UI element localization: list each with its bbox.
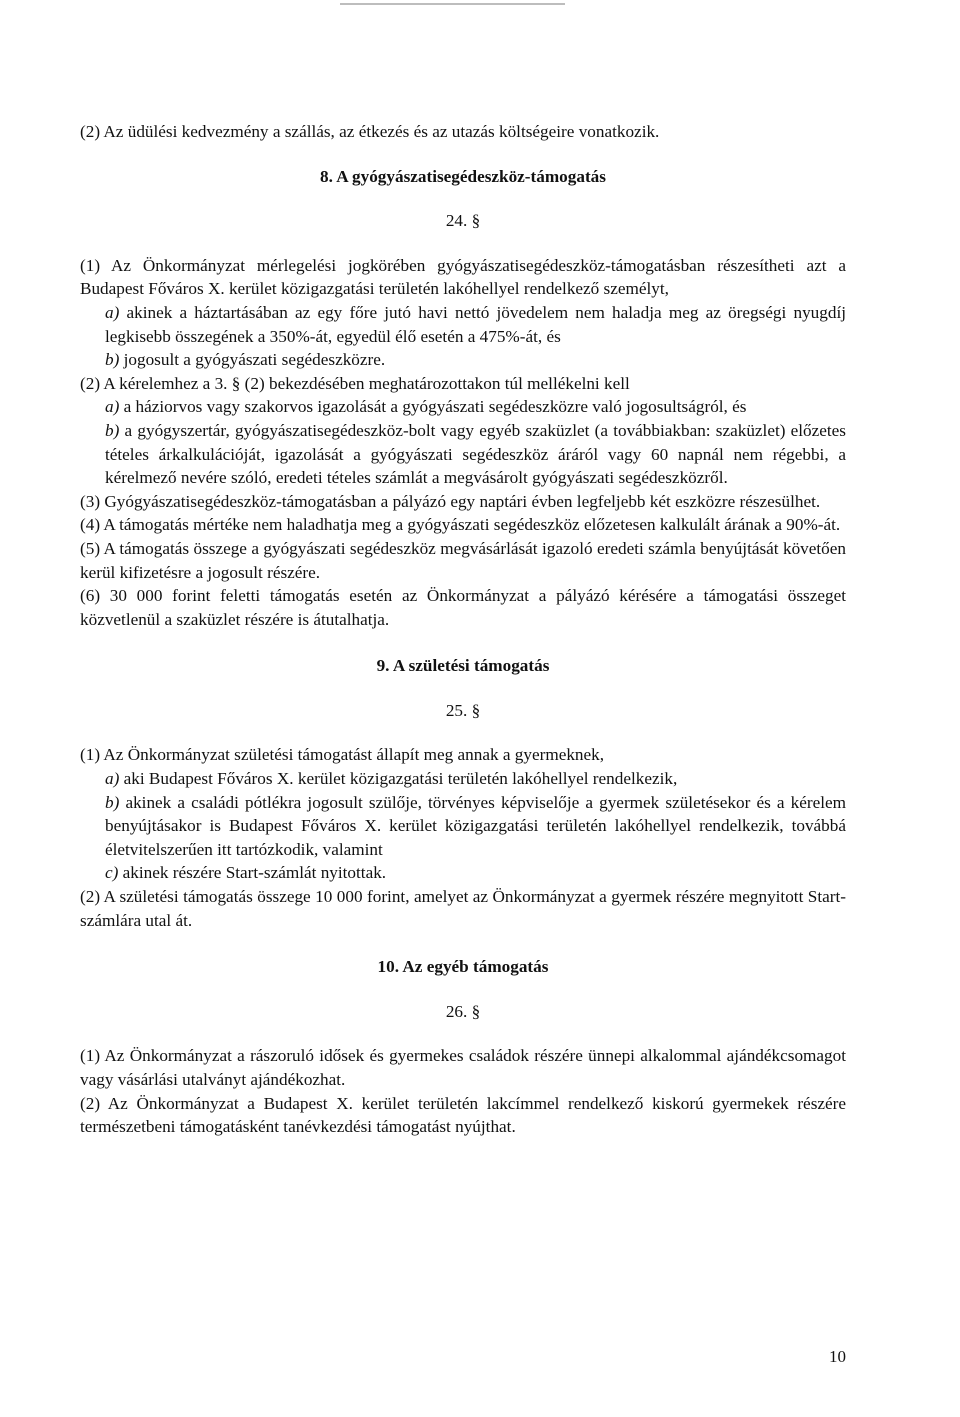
heading-section-10: 10. Az egyéb támogatás (377, 957, 549, 977)
paragraph-24-sign: 24. § (445, 211, 481, 231)
point-25-1-b: b) akinek a családi pótlékra jogosult szülője, törvényes képviselője a gyermek születésekor és a kérelem benyújtásakor is Budapest Főváros X. kerület közigazgatási területén lakóhellyel rendelkezik, továbbá életvitelszerűen itt tartózkodik, valamint (105, 792, 846, 859)
paragraph-25-1: (1) Az Önkormányzat születési támogatást állapít meg annak a gyermeknek, (80, 745, 605, 765)
paragraph-24-5: (5) A támogatás összege a gyógyászati segédeszköz megvásárlását igazoló eredeti számla benyújtását követően kerül kifizetésre a jogosult részére. (80, 538, 846, 582)
point-label: b) (105, 420, 120, 440)
paragraph-25-2: (2) A születési támogatás összege 10 000 forint, amelyet az Önkormányzat a gyermek részére megnyitott Start-számlára utal át. (80, 887, 846, 930)
point-label: c) (105, 863, 119, 883)
paragraph-udules-2: (2) Az üdülési kedvezmény a szállás, az étkezés és az utazás költségeire vonatkozik. (80, 122, 660, 141)
paragraph-25-sign: 25. § (445, 700, 481, 720)
page-number: 10 (829, 1347, 846, 1366)
paragraph-24-1: (1) Az Önkormányzat mérlegelési jogkörében gyógyászatisegédeszköz-támogatásban részesítheti azt a Budapest Főváros X. kerület közigazgatási területén lakóhellyel rendelkező személyt, (80, 255, 846, 299)
point-label: a) (105, 302, 120, 322)
paragraph-24-6: (6) 30 000 forint feletti támogatás esetén az Önkormányzat a pályázó kérésére a támogatási összeget közvetlenül a szaküzlet részére is átutalhatja. (80, 586, 846, 629)
paragraph-24-4: (4) A támogatás mértéke nem haladhatja meg a gyógyászati segédeszköz előzetesen kalkulált árának a 90%-át. (80, 515, 841, 535)
heading-section-9: 9. A születési támogatás (376, 656, 550, 676)
paragraph-26-sign: 26. § (445, 1001, 481, 1021)
point-label: a) (105, 397, 120, 417)
point-24-1-b: b) jogosult a gyógyászati segédeszközre. (105, 350, 386, 370)
point-24-1-a: a) akinek a háztartásában az egy főre jutó havi nettó jövedelem nem haladja meg az öregségi nyugdíj legkisebb összegének a 350%-át, egyedül élő esetén a 475%-át, és (105, 302, 846, 346)
paragraph-26-1: (1) Az Önkormányzat a rászoruló idősek és gyermekes családok részére ünnepi alkalommal ajándékcsomagot vagy vásárlási utalványt ajándékozhat. (80, 1046, 846, 1089)
point-label: b) (105, 792, 120, 812)
paragraph-24-2: (2) A kérelemhez a 3. § (2) bekezdésében meghatározottakon túl mellékelni kell (80, 373, 630, 393)
document-page (80, 120, 846, 1139)
point-label: a) (105, 769, 120, 789)
point-25-1-a: a) aki Budapest Főváros X. kerület közigazgatási területén lakóhellyel rendelkezik, (105, 769, 678, 789)
scan-top-line (340, 3, 565, 5)
point-24-2-a: a) a háziorvos vagy szakorvos igazolását a gyógyászati segédeszközre való jogosultságról, és (105, 397, 747, 417)
point-24-2-b: b) a gyógyszertár, gyógyászatisegédeszköz-bolt vagy egyéb szaküzlet (a továbbiakban: szaküzlet) előzetes tételes árkalkulációját, igazolását a gyógyászati segédeszköz áráról vagy 60 napnál nem régebbi, a kérelmező nevére szóló, eredeti tételes számlát a megvásárolt gyógyászati segédeszközről. (105, 420, 846, 488)
heading-section-8: 8. A gyógyászatisegédeszköz-támogatás (320, 166, 606, 186)
point-25-1-c: c) akinek részére Start-számlát nyitottak. (105, 863, 387, 883)
paragraph-24-3: (3) Gyógyászatisegédeszköz-támogatásban a pályázó egy naptári évben legfeljebb két eszközre részesülhet. (80, 491, 821, 511)
paragraph-26-2: (2) Az Önkormányzat a Budapest X. kerület területén lakcímmel rendelkező kiskorú gyermekek részére természetbeni támogatásként tanévkezdési támogatást nyújthat. (80, 1093, 846, 1137)
point-label: b) (105, 350, 120, 370)
